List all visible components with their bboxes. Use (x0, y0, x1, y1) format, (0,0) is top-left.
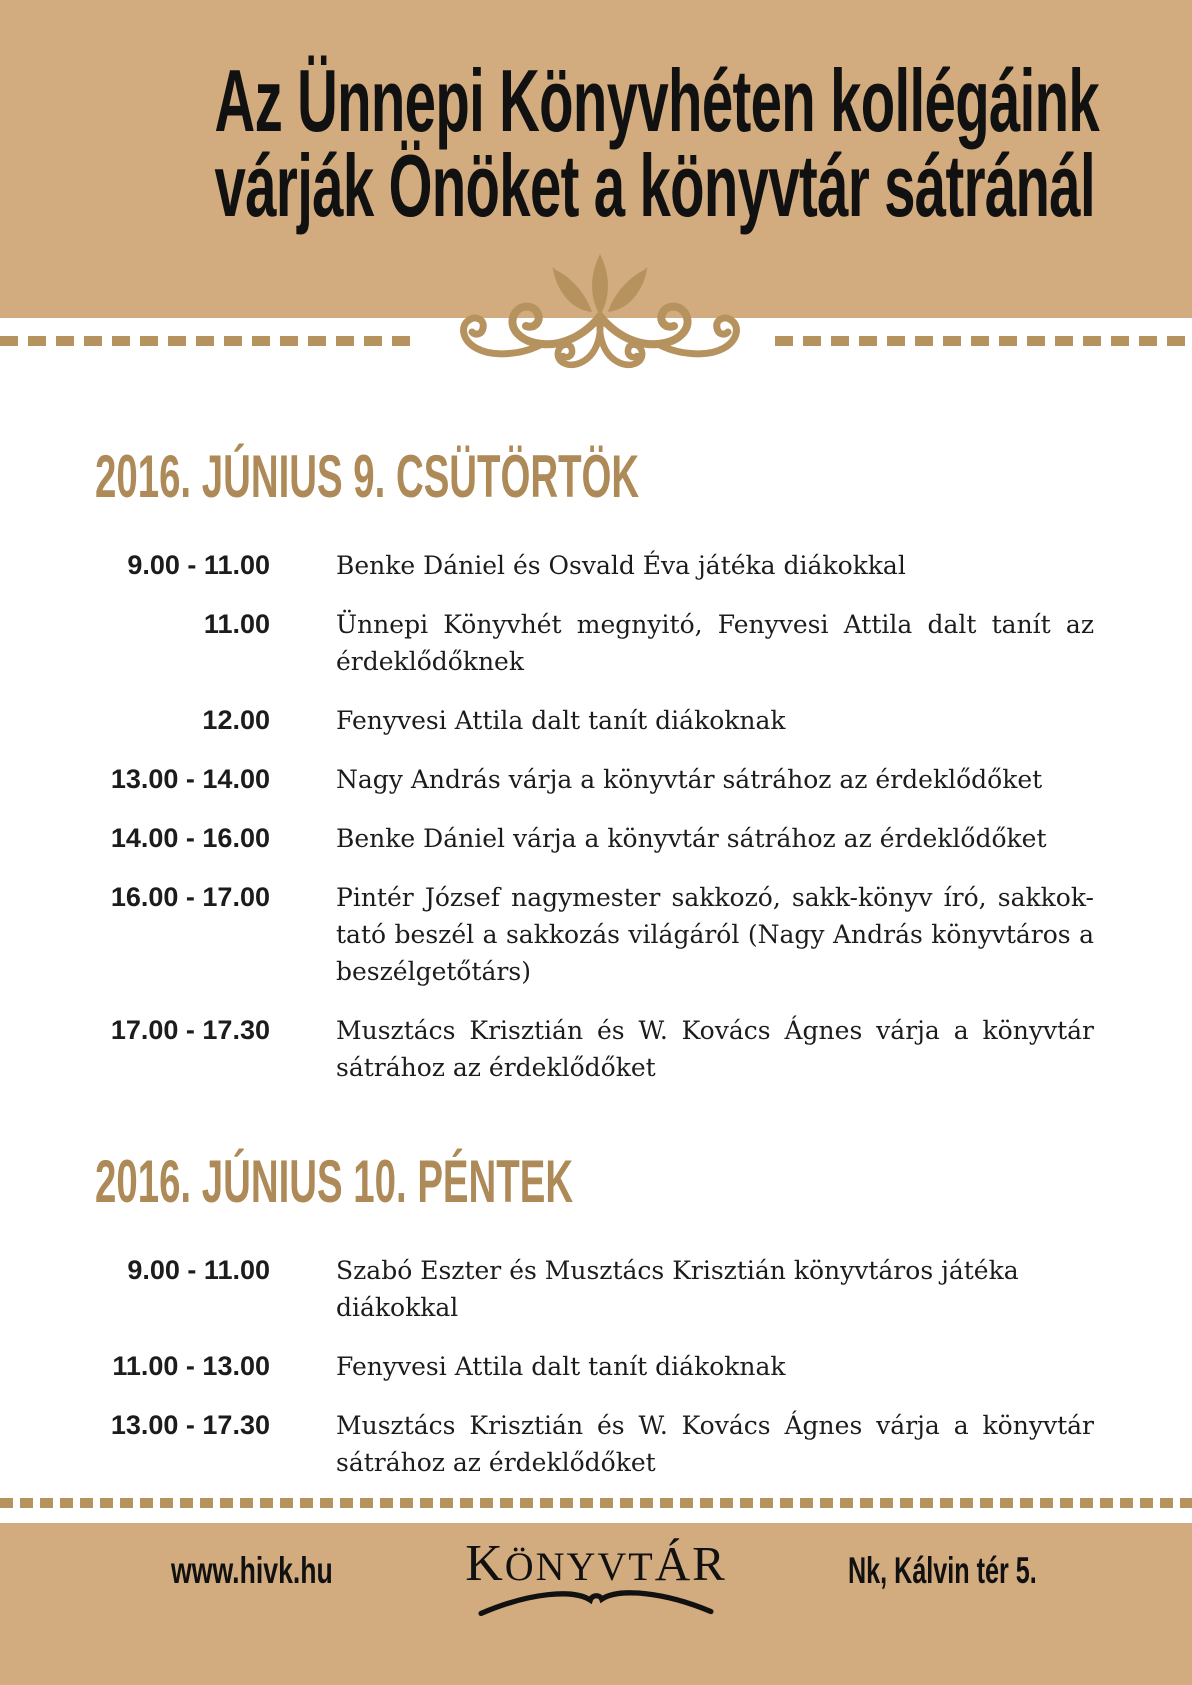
description-line: Fenyvesi Attila dalt tanít diákoknak (336, 1352, 786, 1381)
dashed-divider-right (775, 336, 1192, 346)
flourish-ornament-icon (450, 252, 750, 374)
schedule-row (80, 761, 1192, 798)
description-line: érdeklődőknek (336, 647, 524, 676)
schedule-row (80, 1252, 1192, 1326)
event-description (336, 1012, 1094, 1086)
description-line: Nagy András várja a könyvtár sátrához az érdeklődőket (336, 765, 1043, 794)
time-range: 9.00 - 11.00 (127, 550, 270, 580)
description-line: sátrához az érdeklődőket (336, 1053, 656, 1082)
schedule-rows (80, 1252, 1192, 1481)
logo-letters-small: ÖNYVT (504, 1544, 655, 1589)
time-range: 17.00 - 17.30 (110, 1015, 270, 1045)
time-range: 14.00 - 16.00 (110, 823, 270, 853)
website-url: www.hivk.hu (171, 1550, 333, 1591)
description-line: tató beszél a sakkozás világáról (Nagy András könyvtáros a (336, 920, 1094, 949)
event-description (336, 606, 1094, 680)
description-line: diákokkal (336, 1293, 459, 1322)
time-range: 13.00 - 14.00 (110, 764, 270, 794)
event-description (336, 879, 1094, 990)
schedule-row (80, 702, 1192, 739)
time-range: 11.00 - 13.00 (112, 1351, 270, 1381)
description-line: Musztács Krisztián és W. Kovács Ágnes várja a könyvtár (336, 1411, 1094, 1440)
event-description (336, 761, 1094, 798)
event-description (336, 1348, 1094, 1385)
event-description (336, 820, 1094, 857)
event-description (336, 547, 1094, 584)
description-line: Ünnepi Könyvhét megnyitó, Fenyvesi Attila dalt tanít az (336, 610, 1094, 639)
description-line: sátrához az érdeklődőket (336, 1448, 656, 1477)
schedule-row (80, 547, 1192, 584)
event-description (336, 1407, 1094, 1481)
description-line: beszélgetőtárs) (336, 957, 531, 986)
footer-band (0, 1523, 1192, 1685)
time-range: 9.00 - 11.00 (127, 1255, 270, 1285)
schedule-row (80, 1012, 1192, 1086)
time-range: 16.00 - 17.00 (110, 882, 270, 912)
description-line: Szabó Eszter és Musztács Krisztián könyvtáros játéka (336, 1256, 1019, 1285)
schedule-row (80, 1348, 1192, 1385)
description-line: Benke Dániel várja a könyvtár sátrához az érdeklődőket (336, 824, 1047, 853)
poster-title-line2: várják Önöket a könyvtár sátránál (214, 136, 1095, 235)
open-book-icon (468, 1584, 724, 1622)
time-range: 13.00 - 17.30 (110, 1410, 270, 1440)
description-line: Benke Dániel és Osvald Éva játéka diákokkal (336, 551, 906, 580)
time-range: 11.00 (203, 609, 270, 639)
event-description (336, 1252, 1094, 1326)
schedule-row (80, 606, 1192, 680)
poster-title (214, 51, 1100, 235)
schedule-row (80, 879, 1192, 990)
time-range: 12.00 (202, 705, 270, 735)
description-line: Musztács Krisztián és W. Kovács Ágnes várja a könyvtár (336, 1016, 1094, 1045)
address-text: Nk, Kálvin tér 5. (848, 1550, 1037, 1591)
logo-letters-large: ÁR (654, 1536, 727, 1591)
dashed-divider-left (0, 336, 412, 346)
day-heading: 2016. JÚNIUS 9. CSÜTÖRTÖK (95, 443, 640, 510)
logo-letter-large: K (465, 1535, 505, 1592)
description-line: Pintér József nagymester sakkozó, sakk-könyv író, sakkok- (336, 883, 1094, 912)
event-description (336, 702, 1094, 739)
poster-title-line1: Az Ünnepi Könyvhéten kollégáink (214, 51, 1100, 150)
description-line: Fenyvesi Attila dalt tanít diákoknak (336, 706, 786, 735)
schedule-day-1 (0, 443, 1192, 1108)
schedule-rows (80, 547, 1192, 1086)
schedule-row (80, 820, 1192, 857)
schedule-row (80, 1407, 1192, 1481)
schedule-day-2 (0, 1148, 1192, 1503)
day-heading: 2016. JÚNIUS 10. PÉNTEK (95, 1148, 574, 1215)
